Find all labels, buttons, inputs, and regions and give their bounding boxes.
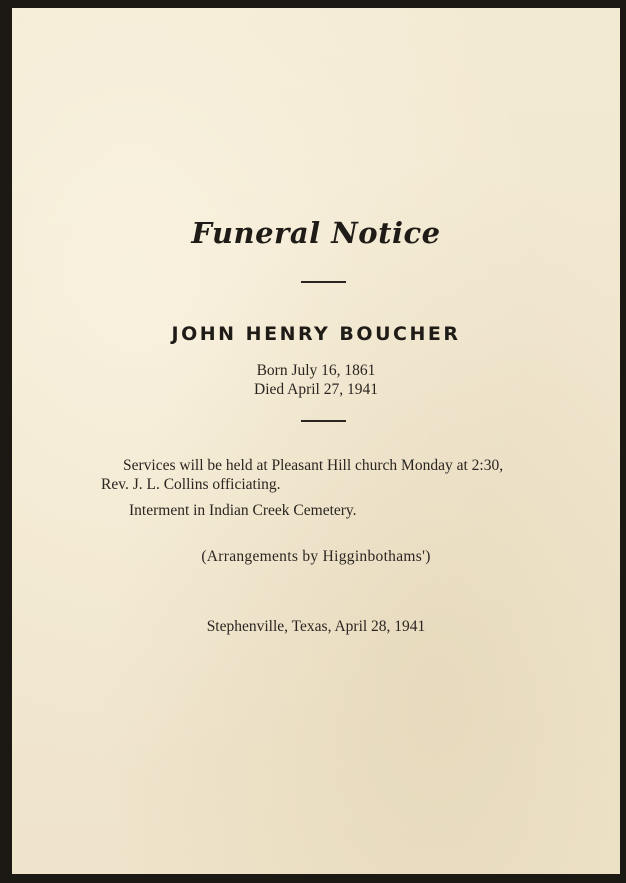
notice-title: Funeral Notice [191, 216, 441, 250]
card-content [12, 8, 620, 874]
title-divider [301, 281, 346, 283]
arrangements-line: (Arrangements by Higginbothams') [201, 548, 431, 565]
death-date: Died April 27, 1941 [254, 381, 378, 398]
birth-date: Born July 16, 1861 [256, 362, 376, 379]
services-line-2: Rev. J. L. Collins officiating. [101, 476, 281, 493]
deceased-name: JOHN HENRY BOUCHER [171, 323, 461, 345]
dates-divider [301, 420, 346, 422]
place-and-date: Stephenville, Texas, April 28, 1941 [206, 618, 426, 635]
services-line-1: Services will be held at Pleasant Hill church Monday at 2:30, [123, 457, 504, 474]
interment-line: Interment in Indian Creek Cemetery. [129, 502, 357, 519]
life-dates [12, 361, 620, 399]
